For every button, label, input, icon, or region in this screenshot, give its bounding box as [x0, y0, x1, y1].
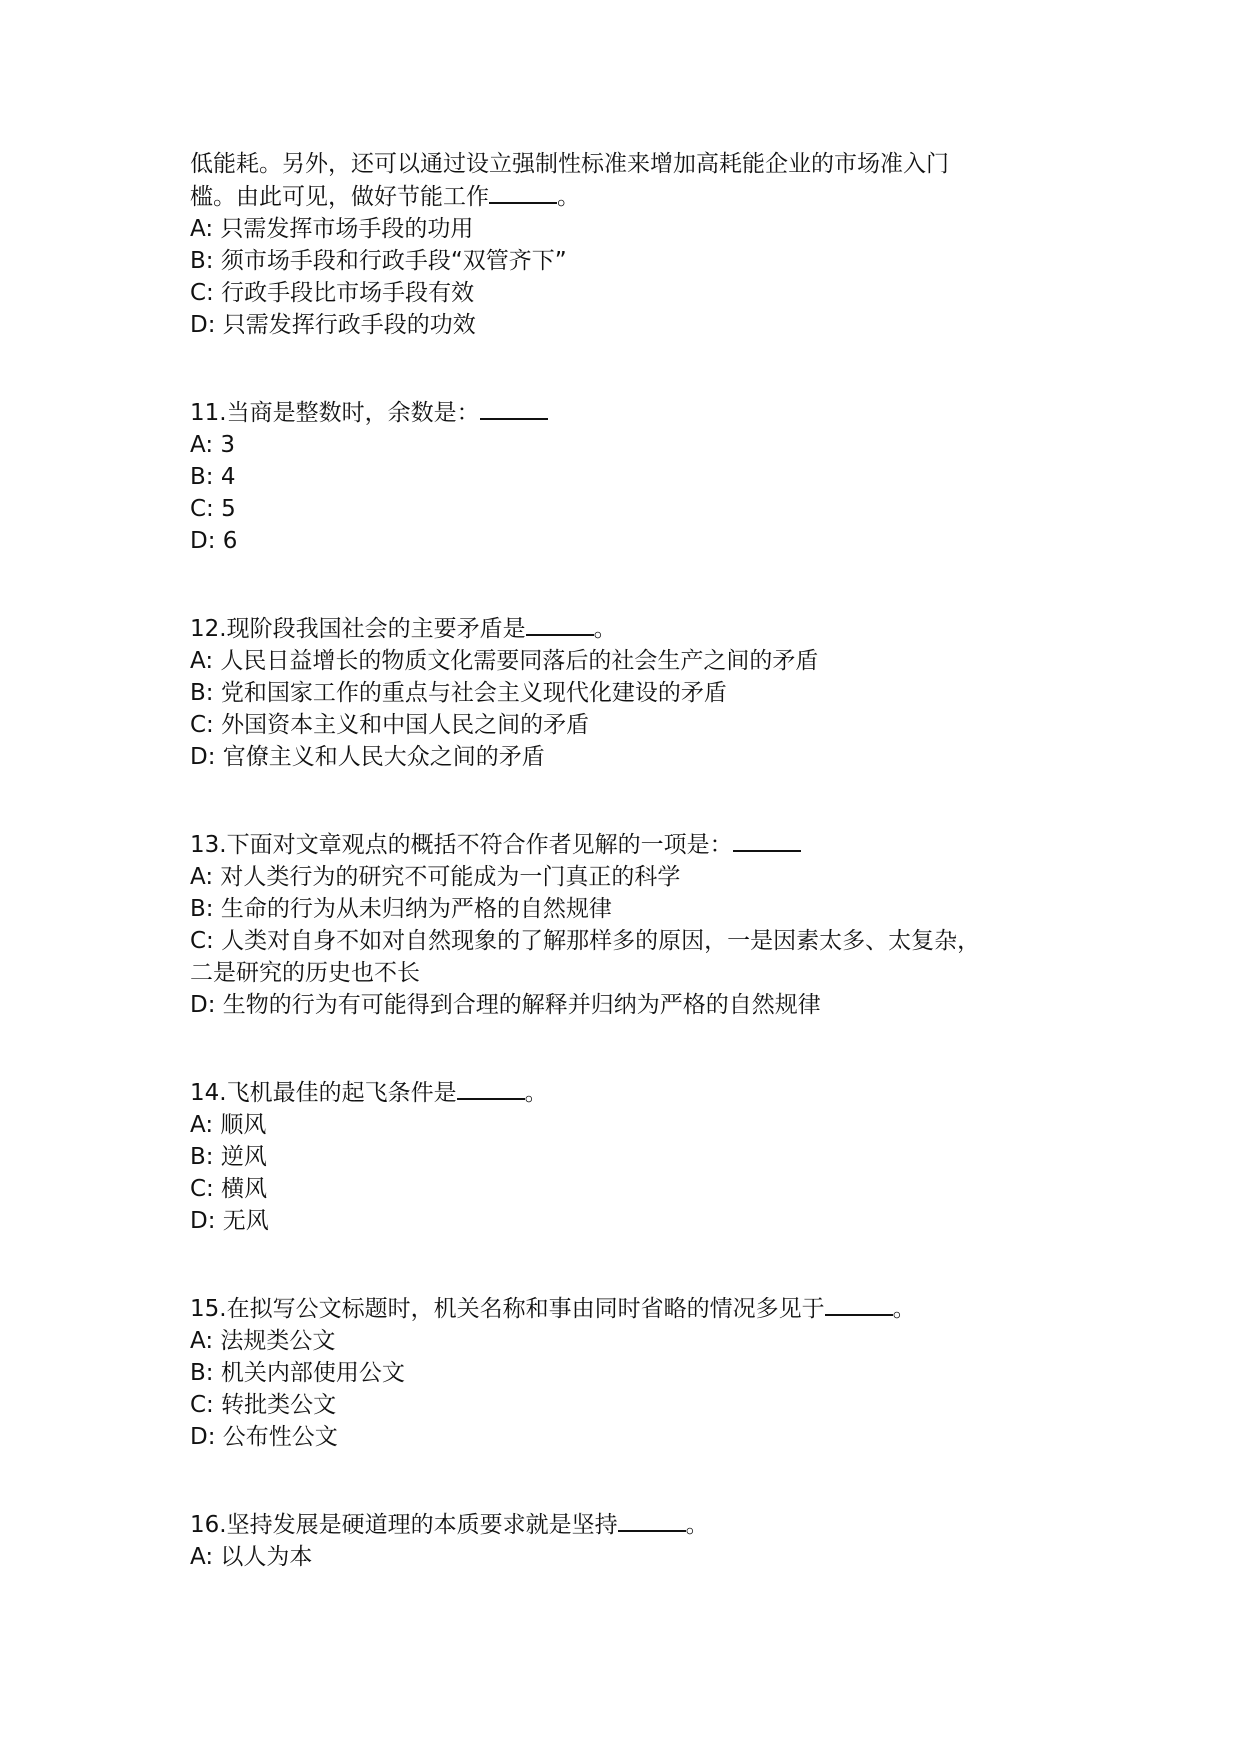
answer-blank: [526, 612, 594, 636]
option-b: B: 党和国家工作的重点与社会主义现代化建设的矛盾: [190, 680, 727, 706]
option-a: A: 3: [190, 432, 236, 458]
question-stem: [190, 1508, 1070, 1541]
option-c: C: 5: [190, 496, 236, 522]
question-13: [190, 828, 1070, 1021]
option-list: [190, 429, 1070, 557]
option-a: A: 只需发挥市场手段的功用: [190, 216, 474, 242]
question-stem-text: 槛。由此可见，做好节能工作: [190, 184, 489, 210]
option-b: B: 4: [190, 464, 236, 490]
question-stem-text: 15.在拟写公文标题时，机关名称和事由同时省略的情况多见于: [190, 1296, 825, 1322]
question-10-continuation: [190, 148, 1070, 341]
option-b: B: 逆风: [190, 1144, 267, 1170]
question-stem-suffix: 。: [892, 1296, 916, 1322]
question-14: [190, 1076, 1070, 1237]
option-list: [190, 1109, 1070, 1237]
answer-blank: [618, 1508, 686, 1532]
question-stem-suffix: 。: [593, 616, 617, 642]
question-stem: [190, 1076, 1070, 1109]
option-c: C: 人类对自身不如对自然现象的了解那样多的原因，一是因素太多、太复杂，: [190, 928, 981, 954]
option-d: D: 生物的行为有可能得到合理的解释并归纳为严格的自然规律: [190, 992, 821, 1018]
option-list: [190, 1325, 1070, 1453]
option-a: A: 人民日益增长的物质文化需要同落后的社会生产之间的矛盾: [190, 648, 819, 674]
option-d: D: 公布性公文: [190, 1424, 338, 1450]
question-stem: [190, 828, 1070, 861]
option-a: A: 法规类公文: [190, 1328, 336, 1354]
option-a: A: 对人类行为的研究不可能成为一门真正的科学: [190, 864, 681, 890]
option-c-continuation: 二是研究的历史也不长: [190, 960, 420, 986]
answer-blank: [480, 396, 548, 420]
option-list: [190, 213, 1070, 341]
question-stem: [190, 1292, 1070, 1325]
option-b: B: 机关内部使用公文: [190, 1360, 405, 1386]
question-12: [190, 612, 1070, 773]
question-stem: [190, 612, 1070, 645]
question-stem-text: 12.现阶段我国社会的主要矛盾是: [190, 616, 526, 642]
answer-blank: [825, 1292, 893, 1316]
option-c: C: 行政手段比市场手段有效: [190, 280, 475, 306]
option-c: C: 横风: [190, 1176, 268, 1202]
question-16: [190, 1508, 1070, 1573]
question-11: [190, 396, 1070, 557]
question-stem-text: 13.下面对文章观点的概括不符合作者见解的一项是：: [190, 832, 733, 858]
question-list: [190, 148, 1070, 1573]
option-a: A: 以人为本: [190, 1544, 313, 1570]
answer-blank: [489, 180, 557, 204]
option-d: D: 只需发挥行政手段的功效: [190, 312, 476, 338]
question-stem-text: 11.当商是整数时，余数是：: [190, 400, 480, 426]
option-d: D: 6: [190, 528, 238, 554]
option-c: C: 外国资本主义和中国人民之间的矛盾: [190, 712, 590, 738]
answer-blank: [733, 828, 801, 852]
option-list: [190, 861, 1070, 1021]
question-stem-suffix: 。: [685, 1512, 709, 1538]
question-15: [190, 1292, 1070, 1453]
answer-blank: [457, 1076, 525, 1100]
question-stem-suffix: 。: [557, 184, 580, 210]
option-a: A: 顺风: [190, 1112, 267, 1138]
question-stem-line: [190, 180, 1070, 213]
question-stem-line: 低能耗。另外，还可以通过设立强制性标准来增加高耗能企业的市场准入门: [190, 151, 949, 177]
option-c: C: 转批类公文: [190, 1392, 337, 1418]
option-b: B: 须市场手段和行政手段“双管齐下”: [190, 248, 567, 274]
question-stem: [190, 396, 1070, 429]
question-stem-text: 14.飞机最佳的起飞条件是: [190, 1080, 457, 1106]
option-list: [190, 1541, 1070, 1573]
option-d: D: 官僚主义和人民大众之间的矛盾: [190, 744, 545, 770]
option-list: [190, 645, 1070, 773]
option-b: B: 生命的行为从未归纳为严格的自然规律: [190, 896, 612, 922]
question-stem-suffix: 。: [524, 1080, 548, 1106]
question-stem-text: 16.坚持发展是硬道理的本质要求就是坚持: [190, 1512, 618, 1538]
option-d: D: 无风: [190, 1208, 269, 1234]
